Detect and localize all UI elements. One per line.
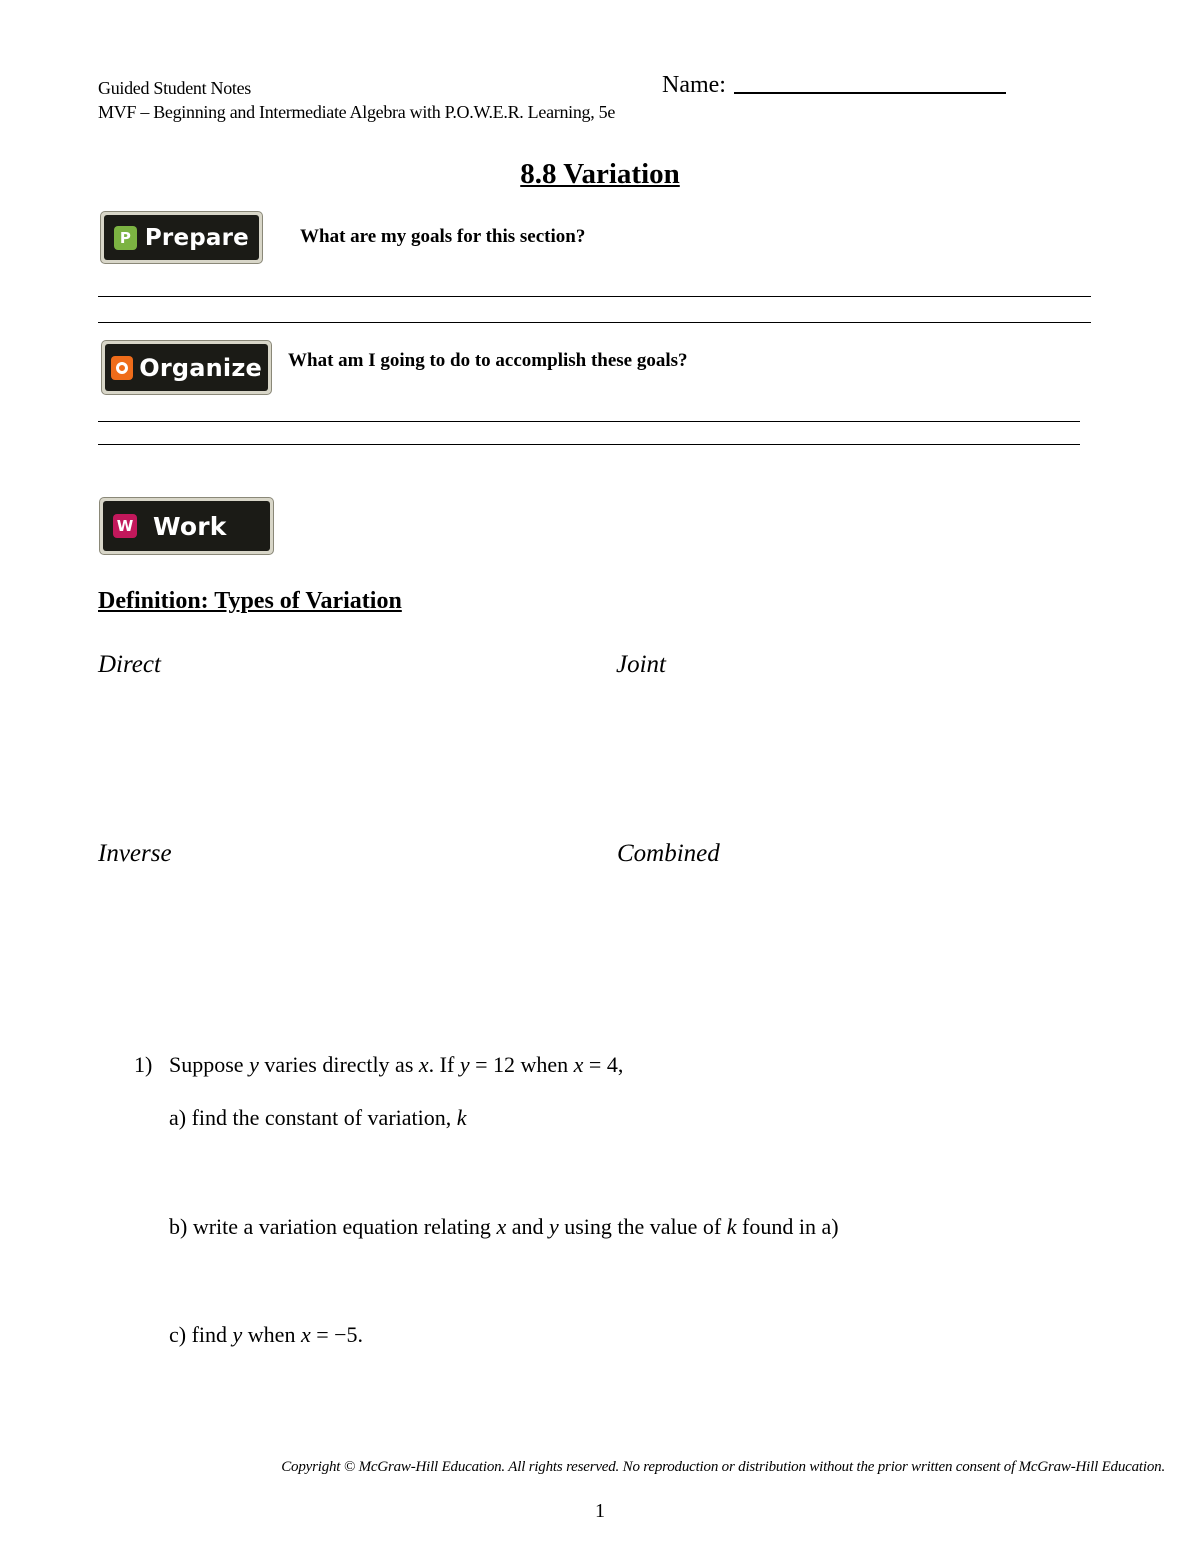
prepare-p-icon: P xyxy=(114,226,137,250)
name-label: Name: xyxy=(662,72,726,98)
problem-1a: a) find the constant of variation, k xyxy=(169,1105,467,1130)
term-inverse: Inverse xyxy=(98,840,172,867)
problem-1-stem: Suppose y varies directly as x. If y = 12 when x = 4, xyxy=(169,1052,624,1077)
work-w-icon: W xyxy=(113,514,137,538)
problem-1c: c) find y when x = −5. xyxy=(169,1322,364,1347)
course-line: MVF – Beginning and Intermediate Algebra with P.O.W.E.R. Learning, 5e xyxy=(98,102,616,122)
prepare-question: What are my goals for this section? xyxy=(300,226,586,247)
term-direct: Direct xyxy=(98,651,161,678)
work-badge xyxy=(100,498,273,554)
organize-answer-line-1[interactable] xyxy=(98,421,1080,422)
organize-badge-label: Organize xyxy=(139,353,262,382)
organize-badge xyxy=(102,341,271,394)
prepare-badge xyxy=(101,212,262,263)
organize-answer-line-2[interactable] xyxy=(98,444,1080,445)
problem-1-number: 1) xyxy=(134,1052,153,1077)
definition-heading: Definition: Types of Variation xyxy=(98,588,402,614)
name-blank-line[interactable] xyxy=(734,72,1006,94)
term-joint: Joint xyxy=(616,651,666,678)
prepare-answer-line-1[interactable] xyxy=(98,296,1091,297)
work-badge-label: Work xyxy=(153,511,227,541)
term-combined: Combined xyxy=(617,840,720,867)
problem-1b: b) write a variation equation relating x and y using the value of k found in a) xyxy=(169,1214,839,1239)
organize-question: What am I going to do to accomplish these goals? xyxy=(288,350,688,371)
organize-o-icon xyxy=(111,356,133,380)
name-field[interactable] xyxy=(662,72,1006,99)
page-title: 8.8 Variation xyxy=(520,158,680,190)
prepare-badge-label: Prepare xyxy=(144,224,249,251)
notes-label: Guided Student Notes xyxy=(98,78,251,98)
prepare-answer-line-2[interactable] xyxy=(98,322,1091,323)
copyright-notice: Copyright © McGraw-Hill Education. All rights reserved. No reproduction or distribution without the prior written consent of McGraw-Hill Education. xyxy=(281,1459,1165,1475)
page-number: 1 xyxy=(595,1500,605,1522)
